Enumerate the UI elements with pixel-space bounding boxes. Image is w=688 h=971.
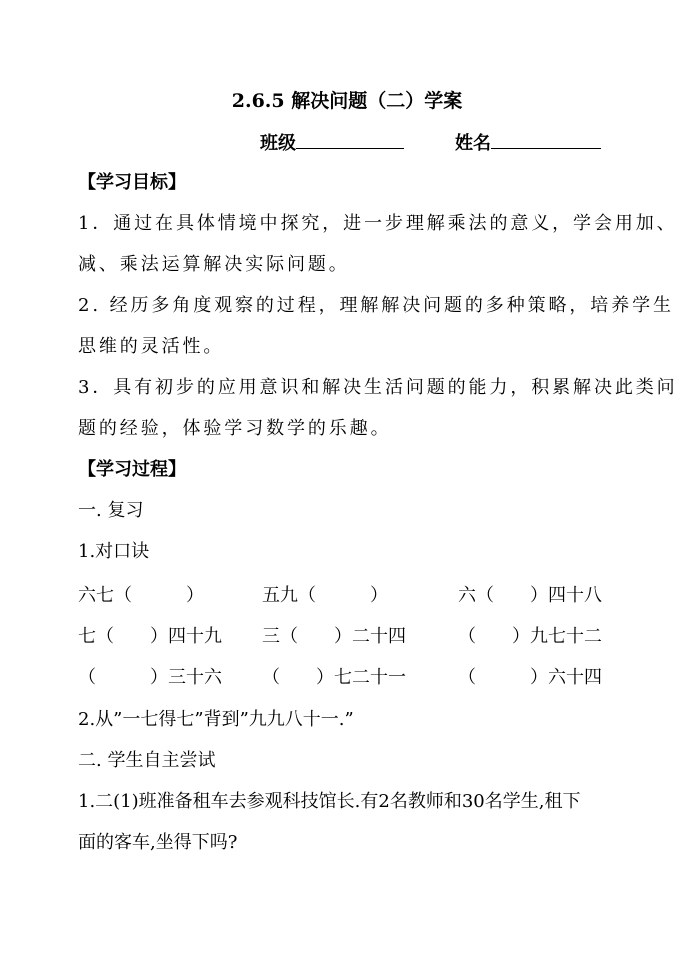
table-cell: 五九（ ）: [262, 585, 388, 606]
review-item-1: 1.对口诀: [78, 541, 150, 562]
table-cell: 三（ ）二十四: [262, 626, 406, 647]
table-cell: 七（ ）四十九: [78, 626, 222, 647]
goal-3-line-1: 3．具有初步的应用意识和解决生活问题的能力，积累解决此类问: [78, 377, 678, 398]
goal-2-line-2: 思维的灵活性。: [78, 336, 225, 357]
class-blank: [296, 130, 404, 149]
table-cell: （ ）六十四: [458, 667, 602, 688]
goals-heading: 【学习目标】: [78, 172, 186, 193]
goal-2-line-1: 2. 经历多角度观察的过程，理解解决问题的多种策略，培养学生: [78, 295, 674, 316]
table-cell: 六（ ）四十八: [458, 585, 602, 606]
process-heading: 【学习过程】: [78, 459, 186, 480]
table-cell: （ ）七二十一: [262, 667, 406, 688]
review-heading: 一. 复习: [78, 500, 144, 521]
goal-3-line-2: 题的经验，体验学习数学的乐趣。: [78, 418, 392, 439]
table-cell: （ ）三十六: [78, 667, 222, 688]
goal-1-line-1: 1．通过在具体情境中探究，进一步理解乘法的意义，学会用加、: [78, 213, 678, 234]
class-label: 班级: [260, 133, 296, 154]
name-blank: [491, 130, 601, 149]
problem-1-line-1: 1.二(1)班准备租车去参观科技馆长.有2名教师和30名学生,租下: [78, 791, 581, 812]
class-field: [260, 130, 404, 155]
goal-1-line-2: 减、乘法运算解决实际问题。: [78, 254, 350, 275]
table-cell: （ ）九七十二: [458, 626, 602, 647]
self-try-heading: 二. 学生自主尝试: [78, 750, 216, 771]
problem-1-line-2: 面的客车,坐得下吗?: [78, 832, 238, 853]
name-field: [455, 130, 601, 155]
review-item-2: 2.从”一七得七”背到”九九八十一.”: [78, 709, 354, 730]
page-title: 2.6.5 解决问题（二）学案: [231, 90, 463, 112]
name-label: 姓名: [455, 133, 491, 154]
table-cell: 六七（ ）: [78, 585, 204, 606]
